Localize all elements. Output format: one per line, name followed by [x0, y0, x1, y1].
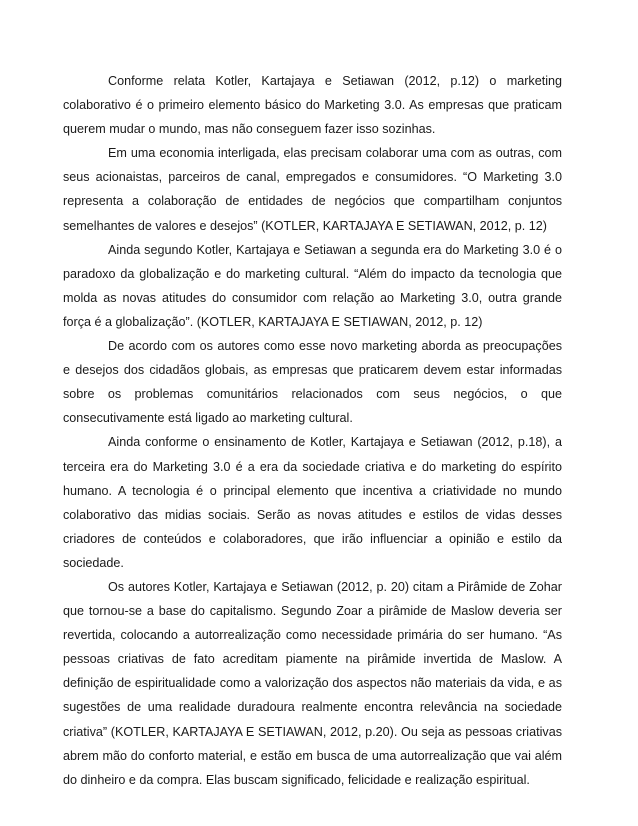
paragraph-6: Os autores Kotler, Kartajaya e Setiawan (2012, p. 20) citam a Pirâmide de Zohar que tornou-se a base do capitalismo. Segundo Zoar a pirâmide de Maslow deveria ser revertida, colocando a autorrealização como necessidade primária do ser humano. “As pessoas criativas de fato acreditam piamente na pirâmide invertida de Maslow. A definição de espiritualidade como a valorização dos aspectos não materiais da vida, e as sugestões de uma realidade duradoura realmente encontra relevância na sociedade criativa” (KOTLER, KARTAJAYA E SETIAWAN, 2012, p.20). Ou seja as pessoas criativas abrem mão do conforto material, e estão em busca de uma autorrealização que vai além do dinheiro e da compra. Elas buscam significado, felicidade e realização espiritual.	[63, 579, 562, 787]
document-body	[63, 69, 562, 792]
paragraph-1: Conforme relata Kotler, Kartajaya e Setiawan (2012, p.12) o marketing colaborativo é o primeiro elemento básico do Marketing 3.0. As empresas que praticam querem mudar o mundo, mas não conseguem fazer isso sozinhas.	[63, 74, 562, 137]
paragraph-5: Ainda conforme o ensinamento de Kotler, Kartajaya e Setiawan (2012, p.18), a terceira era do Marketing 3.0 é a era da sociedade criativa e do marketing do espírito humano. A tecnologia é o principal elemento que incentiva a criatividade no mundo colaborativo das midias sociais. Serão as novas atitudes e estilos de vidas desses criadores de conteúdos e colaboradores, que irão influenciar a opinião e estilo da sociedade.	[63, 435, 562, 570]
paragraph-2: Em uma economia interligada, elas precisam colaborar uma com as outras, com seus acionaistas, parceiros de canal, empregados e consumidores. “O Marketing 3.0 representa a colaboração de entidades de negócios que compartilham conjuntos semelhantes de valores e desejos” (KOTLER, KARTAJAYA E SETIAWAN, 2012, p. 12)	[63, 146, 562, 233]
paragraph-4: De acordo com os autores como esse novo marketing aborda as preocupações e desejos dos cidadãos globais, as empresas que praticarem devem estar informadas sobre os problemas comunitários relacionados com seus negócios, o que consecutivamente está ligado ao marketing cultural.	[63, 339, 562, 426]
paragraph-3: Ainda segundo Kotler, Kartajaya e Setiawan a segunda era do Marketing 3.0 é o paradoxo da globalização e do marketing cultural. “Além do impacto da tecnologia que molda as novas atitudes do consumidor com relação ao Marketing 3.0, outra grande força é a globalização”. (KOTLER, KARTAJAYA E SETIAWAN, 2012, p. 12)	[63, 242, 562, 329]
